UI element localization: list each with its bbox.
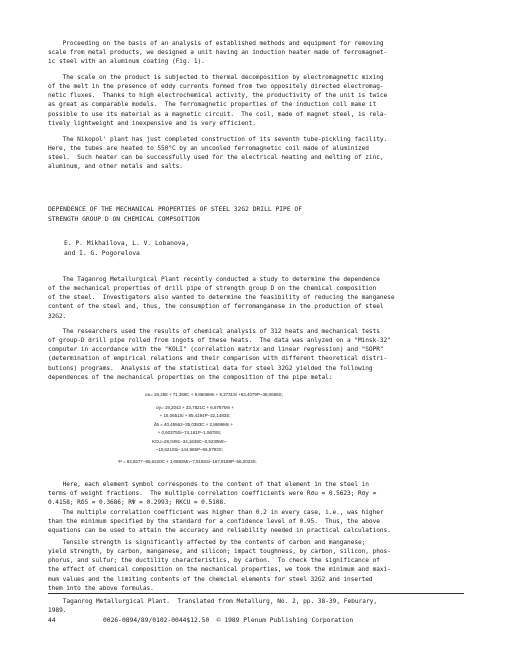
formula-elongation: δ5 = 40,45562−35,0383C + 2,8699Mn + + 0,60375Si−74,161P−1,5678S;: [154, 422, 234, 436]
intro-paragraph-2: The scale on the product is subjected to thermal decomposition by electromagnetic mixing of the melt in the presence of eddy currents formed from two oppositely directed electromag- netic fluxes. Thanks to high electrochemical activity, the productivity of the unit is twice as great as comparable models. The ferromagnetic properties of the induction coil make it possible to use its material as a magnetic circuit. The coil, made of magnet steel, is rela- tively lightweight and inexpensive and is very efficient.: [48, 74, 388, 127]
copyright-line: 0026-0894/89/0102-0044$12.50 © 1989 Plenum Publishing Corporation: [103, 617, 354, 624]
article-paragraph-5: Tensile strength is significantly affected by the contents of carbon and manganese; yield strength, by carbon, manganese, and silicon; impact toughness, by carbon, silicon, phos- phorus, and sulfur; the ductility characteristics, by carbon. To check the significance of the effect of chemical composition on the mechanical properties, we took the minimum and maxi- mum values and the limiting contents of the chemcial elements for steel 32G2 and inserted them into the above formulas.: [48, 539, 391, 592]
footnote-divider: [48, 593, 464, 594]
article-paragraph-3: Here, each element symbol corresponds to the content of that element in the steel in terms of weight fractions. The multiple correlation coefficients were Rσu = 0.5623; Rσy = 0.4158; Rδ5 = 0.3686; RΨ = 0.2993; RKCU = 0.5108.: [48, 481, 377, 507]
article-title: DEPENDENCE OF THE MECHANICAL PROPERTIES OF STEEL 32G2 DRILL PIPE OF STRENGTH GROUP D ON CHEMICAL COMPSOITION: [48, 206, 303, 223]
formula-impact-toughness: KCU=28,0491−34,1638C−0,5230Mn− −10,6210Si−144,965P−56,5793S;: [152, 439, 228, 453]
formula-reduction-of-area: Ψ = 82,8277−65,6220C + 1,0882Mn−7,6155Si−167,8189P−56,0023S.: [118, 459, 257, 464]
formula-yield-strength: σy= 19,2043 + 33,7821C + 6,6787Mn + + 15,0651Si + 85,4194P−22,1483S;: [156, 405, 234, 419]
article-paragraph-2: The researchers used the results of chemical analysis of 312 heats and mechanical tests of group-D drill pipe rolled from ingots of these heats. The data was anlyzed on a "Minsk-32" computer in accordance with the "KOLI" (correlation matrix and linear regression) and "SOPR" (determination of empirical relations and their comparison with different theoretical distri- butions) programs. Analysis of the statistical data for steel 32G2 yielded the following dependences of the mechanical properties on the composition of the pipe metal:: [48, 328, 391, 381]
formula-tensile-strength: σu= 28,258 + 71,368C + 9,8606Mn + 9,3731Si +93,4079P−38,0685S;: [145, 392, 283, 397]
article-authors: E. P. Mikhailova, L. V. Lobanova, and I. G. Pogorelova: [64, 240, 190, 257]
page-number: 44: [48, 617, 56, 624]
intro-paragraph-3: The Nikopol' plant has just completed construction of its seventh tube-pickling facility. Here, the tubes are heated to 550°C by an uncooled ferromagnetic coil made of aluminized steel. Such heater can be successfully used for the electrical heating and melting of zinc, aluminum, and other metals and salts.: [48, 136, 388, 171]
article-paragraph-4: The multiple correlation coefficient was higher than 0.2 in every case, i.e., was higher than the minimum specified by the standard for a confidence level of 0.95. Thus, the above equations can be used to attain the accuracy and reliability needed in practical calculations.: [48, 509, 391, 535]
intro-paragraph-1: Proceeding on the basis of an analysis of established methods and equipment for removing scale from metal products, we designed a unit having an induction heater made of ferromagnet- ic steel with an aluminum coating (Fig. 1).: [48, 40, 388, 66]
article-paragraph-1: The Taganrog Metallurgical Plant recently conducted a study to determine the dependence of the mechanical properties of drill pipe of strength group D on the chemical composition of the steel. Investigators also wanted to determine the feasibility of reducing the manganese content of the steel and, thus, the consumption of ferromanganese in the production of steel 32G2.: [48, 276, 395, 320]
footnote: Taganrog Metallurgical Plant. Translated from Metallurg, No. 2, pp. 38-39, Feburary, 1989.: [48, 598, 378, 615]
